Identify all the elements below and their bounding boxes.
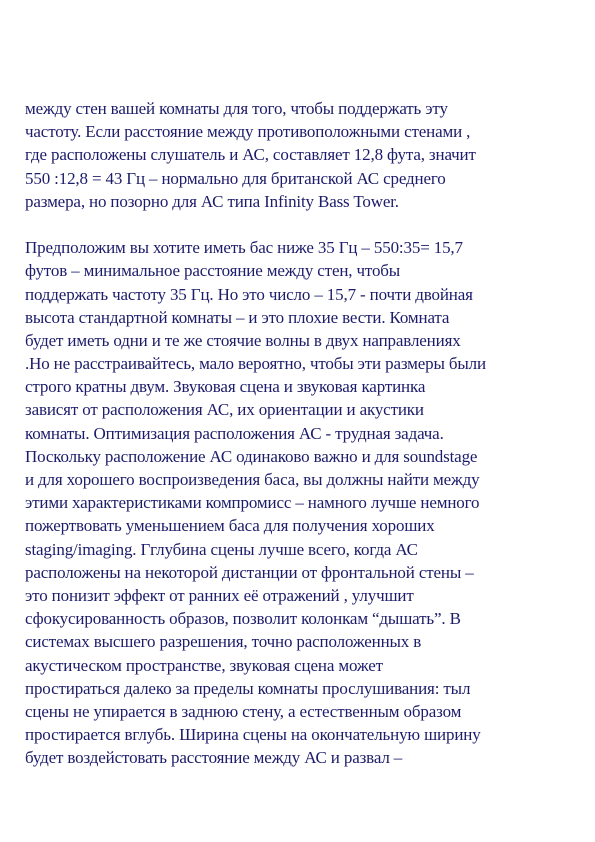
text-line: комнаты. Оптимизация расположения АС - трудная задача.	[25, 423, 444, 443]
text-line: размера, но позорно для АС типа Infinity Bass Tower.	[25, 191, 399, 211]
text-line: сфокусированность образов, позволит колонкам “дышать”. В	[25, 609, 461, 629]
text-line: Поскольку расположение АС одинаково важно и для soundstage	[25, 446, 478, 466]
text-line: будет иметь одни и те же стоячие волны в двух направлениях	[25, 330, 461, 350]
text-line: будет воздейстовать расстояние между АС и развал –	[25, 748, 403, 768]
text-line: сцены не упирается в заднюю стену, а естественным образом	[25, 701, 462, 721]
text-line: это понизит эффект от ранних её отражений , улучшит	[25, 585, 414, 605]
text-line: этими характеристиками компромисс – намного лучше немного	[25, 493, 480, 513]
text-line: простираться далеко за пределы комнаты прослушивания: тыл	[25, 678, 471, 698]
text-line: частоту. Если расстояние между противоположными стенами ,	[25, 122, 471, 142]
text-line: системах высшего разрешения, точно расположенных в	[25, 632, 422, 652]
paragraph-2	[25, 236, 580, 769]
text-line: Предположим вы хотите иметь бас ниже 35 Гц – 550:35= 15,7	[25, 238, 463, 258]
text-line: зависят от расположения АС, их ориентации и акустики	[25, 400, 424, 420]
paragraph-gap	[25, 213, 580, 236]
text-line: staging/imaging. Гглубина сцены лучше всего, когда АС	[25, 539, 418, 559]
text-line: простирается вглубь. Ширина сцены на окончательную ширину	[25, 725, 481, 745]
text-line: расположены на некоторой дистанции от фронтальной стены –	[25, 562, 474, 582]
text-line: .Но не расстраивайтесь, мало вероятно, чтобы эти размеры были	[25, 354, 486, 374]
text-line: поддержать частоту 35 Гц. Но это число – 15,7 - почти двойная	[25, 284, 473, 304]
text-line: где расположены слушатель и АС, составляет 12,8 фута, значит	[25, 145, 476, 165]
body-text	[25, 97, 580, 769]
text-line: футов – минимальное расстояние между стен, чтобы	[25, 261, 401, 281]
text-line: высота стандартной комнаты – и это плохие вести. Комната	[25, 307, 450, 327]
text-line: и для хорошего воспроизведения баса, вы должны найти между	[25, 470, 480, 489]
text-line: пожертвовать уменьшением баса для получения хороших	[25, 516, 435, 536]
paragraph-1	[25, 97, 580, 213]
text-line: 550 :12,8 = 43 Гц – нормально для британской АС среднего	[25, 168, 446, 188]
text-line: акустическом пространстве, звуковая сцена может	[25, 655, 383, 675]
text-line: строго кратны двум. Звуковая сцена и звуковая картинка	[25, 377, 426, 397]
text-line: между стен вашей комнаты для того, чтобы поддержать эту	[25, 99, 448, 118]
